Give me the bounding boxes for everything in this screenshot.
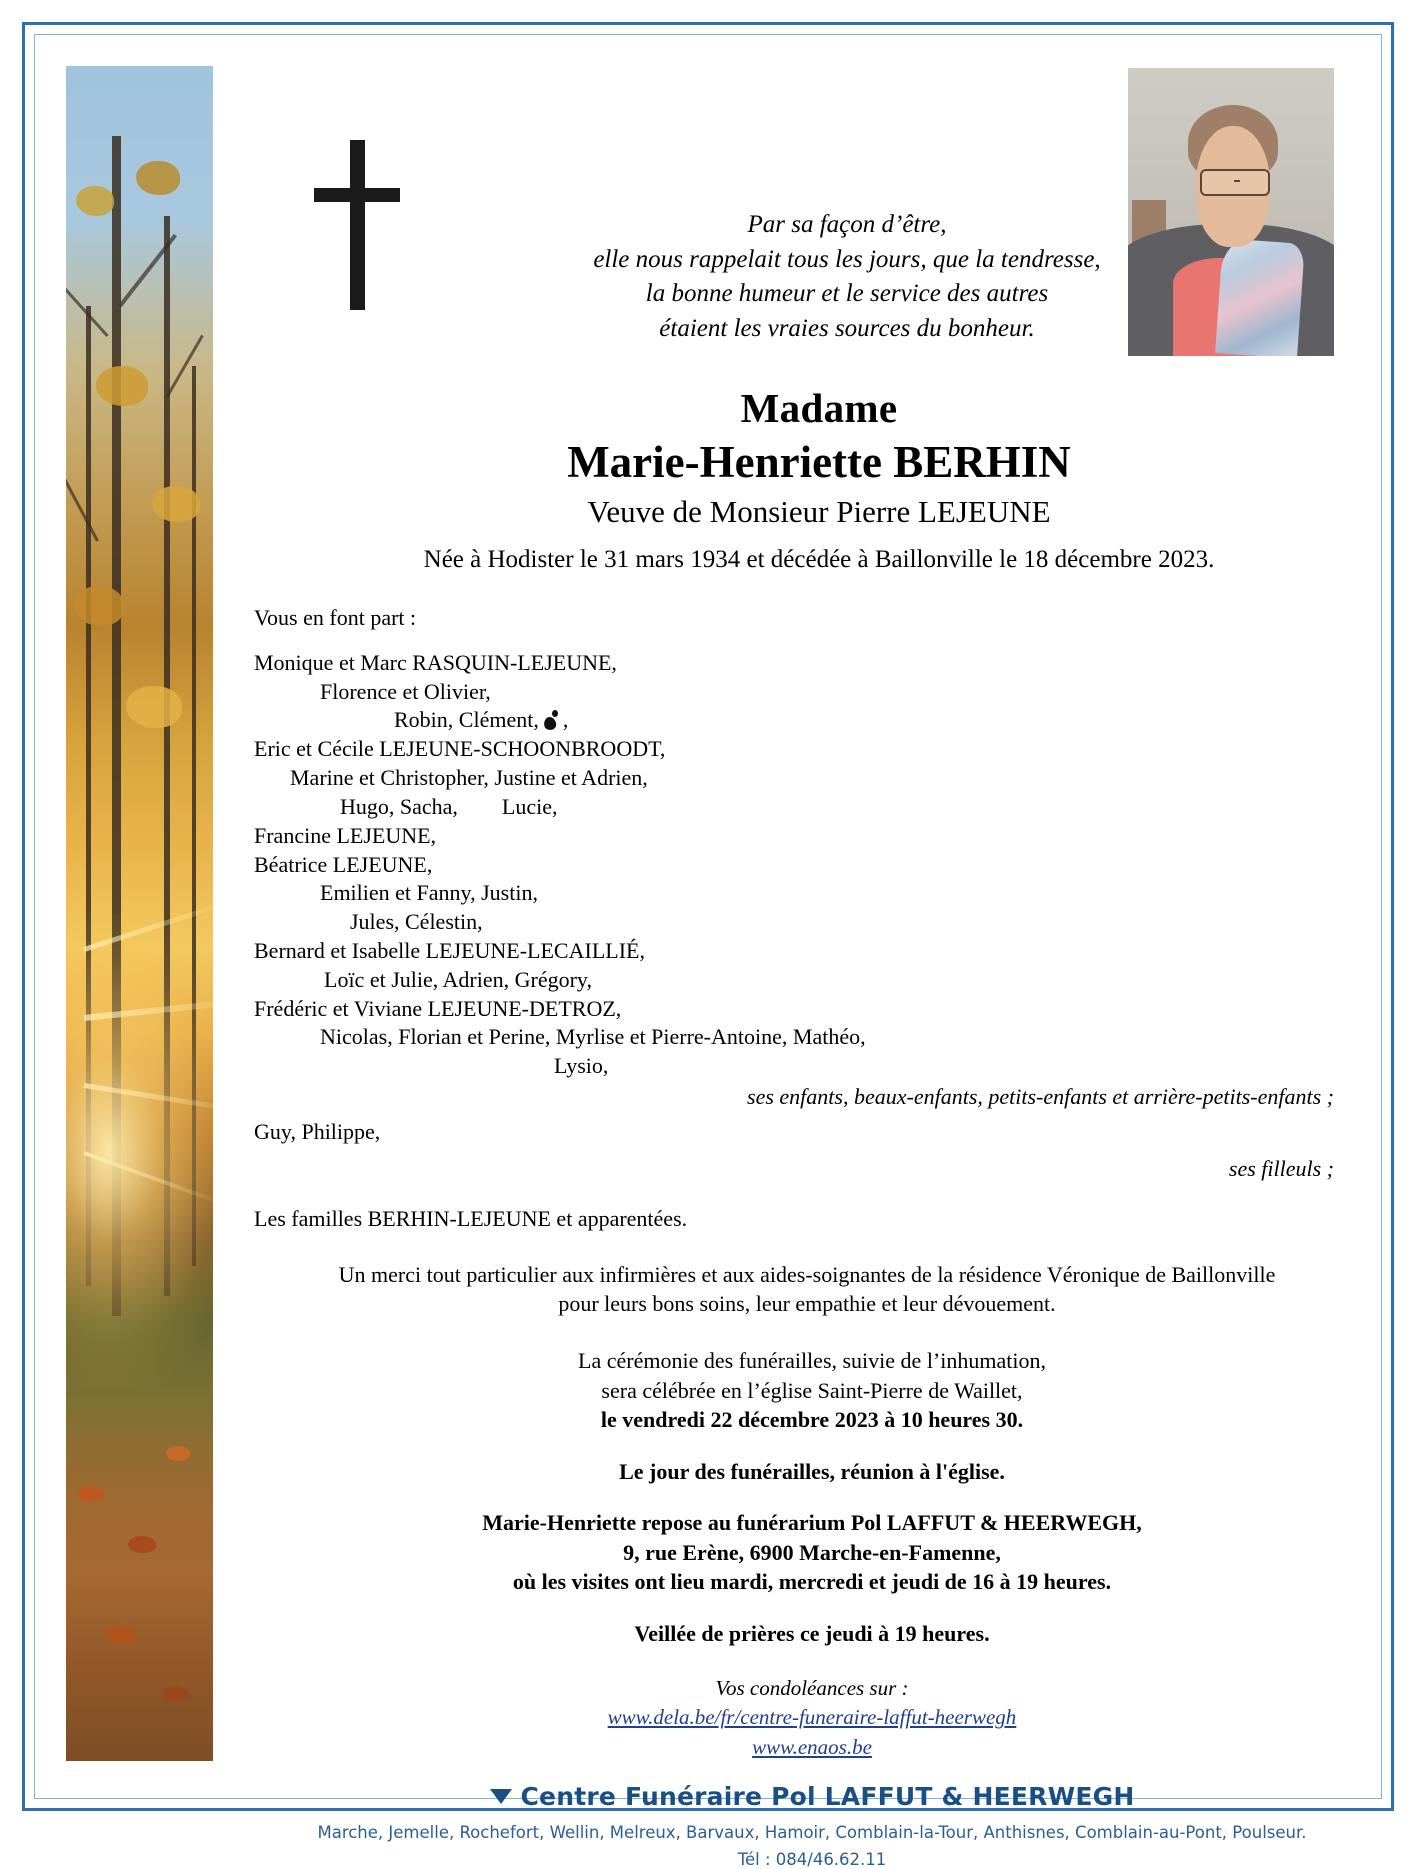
prayer-vigil: Veillée de prières ce jeudi à 19 heures.: [634, 1620, 990, 1646]
family-line: Marine et Christopher, Justine et Adrien,: [290, 765, 648, 791]
funeral-home-towns: Marche, Jemelle, Rochefort, Wellin, Melreux, Barvaux, Hamoir, Comblain-la-Tour, Anthisnes, Comblain-au-Pont, Poulseur.: [317, 1823, 1307, 1843]
family-line: Hugo, Sacha, Lucie,: [340, 793, 558, 819]
birth-death-line: Née à Hodister le 31 mars 1934 et décédée à Baillonville le 18 décembre 2023.: [423, 546, 1215, 573]
condolences-link-dela[interactable]: www.dela.be/fr/centre-funeraire-laffut-heerwegh: [607, 1705, 1017, 1730]
family-line: Jules, Célestin,: [350, 909, 483, 935]
ceremony-reunion: Le jour des funérailles, réunion à l'église.: [619, 1458, 1005, 1484]
ceremony-datetime: le vendredi 22 décembre 2023 à 10 heures 30.: [600, 1407, 1024, 1433]
poem-line-3: la bonne humeur et le service des autres: [645, 280, 1049, 307]
deceased-spouse: Veuve de Monsieur Pierre LEJEUNE: [587, 494, 1051, 529]
thanks-line-2: pour leurs bons soins, leur empathie et leur dévouement.: [558, 1291, 1056, 1317]
funeral-home-name: Centre Funéraire Pol LAFFUT & HEERWEGH: [520, 1782, 1135, 1812]
condolences-label: Vos condoléances sur :: [715, 1676, 909, 1701]
family-line-suffix: ,: [562, 707, 569, 733]
deceased-name-block: [310, 384, 1328, 574]
funerarium-address: 9, rue Erène, 6900 Marche-en-Famenne,: [623, 1539, 1001, 1565]
poem-line-1: Par sa façon d’être,: [747, 211, 947, 238]
funerarium-repose: Marie-Henriette repose au funérarium Pol LAFFUT & HEERWEGH,: [482, 1510, 1142, 1536]
godchildren-names: Guy, Philippe,: [254, 1118, 381, 1144]
role-godchildren: ses filleuls ;: [1228, 1155, 1334, 1181]
family-line: Monique et Marc RASQUIN-LEJEUNE,: [254, 649, 617, 675]
funeral-home-phone: Tél : 084/46.62.11: [737, 1850, 887, 1869]
baby-footprint-icon: [543, 710, 559, 730]
family-line: Eric et Cécile LEJEUNE-SCHOONBROODT,: [254, 736, 666, 762]
ceremony-line-1: La cérémonie des funérailles, suivie de l’inhumation,: [578, 1348, 1046, 1374]
triangle-icon: [490, 1789, 512, 1804]
thanks-block: [240, 1260, 1344, 1318]
condolences-link-enaos[interactable]: www.enaos.be: [752, 1734, 872, 1759]
family-line: Lysio,: [554, 1053, 609, 1079]
funeral-home-block: [240, 1782, 1344, 1869]
condolences-block: [240, 1674, 1344, 1762]
thanks-line-1: Un merci tout particulier aux infirmières et aux aides-soignantes de la résidence Véronique de Baillonville: [338, 1262, 1276, 1288]
poem-line-2: elle nous rappelait tous les jours, que la tendresse,: [593, 245, 1101, 273]
card-content: [40, 40, 1376, 1869]
family-line: Emilien et Fanny, Justin,: [320, 880, 538, 906]
role-children: ses enfants, beaux-enfants, petits-enfants et arrière-petits-enfants ;: [747, 1084, 1334, 1109]
family-line: Loïc et Julie, Adrien, Grégory,: [324, 966, 592, 992]
family-line: Nicolas, Florian et Perine, Myrlise et Pierre-Antoine, Mathéo,: [320, 1024, 866, 1050]
announcement-lead: Vous en font part :: [254, 605, 417, 630]
autumn-forest-photo: [66, 66, 213, 1761]
family-line: Francine LEJEUNE,: [254, 822, 437, 848]
family-line-text: Robin, Clément,: [394, 707, 539, 733]
ceremony-block: [240, 1346, 1344, 1648]
poem: [360, 208, 1334, 346]
deceased-title: Madame: [740, 385, 898, 431]
funerarium-visits: où les visites ont lieu mardi, mercredi et jeudi de 16 à 19 heures.: [512, 1569, 1112, 1595]
funeral-home-name-row: [280, 1782, 1344, 1811]
families-line: Les familles BERHIN-LEJEUNE et apparentées.: [254, 1206, 688, 1232]
text-column: [240, 100, 1344, 1869]
family-line: Florence et Olivier,: [320, 678, 491, 704]
family-line: Bernard et Isabelle LEJEUNE-LECAILLIÉ,: [254, 937, 645, 963]
family-line: Frédéric et Viviane LEJEUNE-DETROZ,: [254, 995, 622, 1021]
poem-line-4: étaient les vraies sources du bonheur.: [659, 314, 1035, 342]
family-line: [254, 706, 1344, 735]
family-line: Béatrice LEJEUNE,: [254, 851, 433, 877]
ceremony-line-2: sera célébrée en l’église Saint-Pierre de Waillet,: [601, 1377, 1023, 1403]
announcement-block: [254, 604, 1344, 1234]
deceased-name: Marie-Henriette BERHIN: [567, 437, 1071, 487]
